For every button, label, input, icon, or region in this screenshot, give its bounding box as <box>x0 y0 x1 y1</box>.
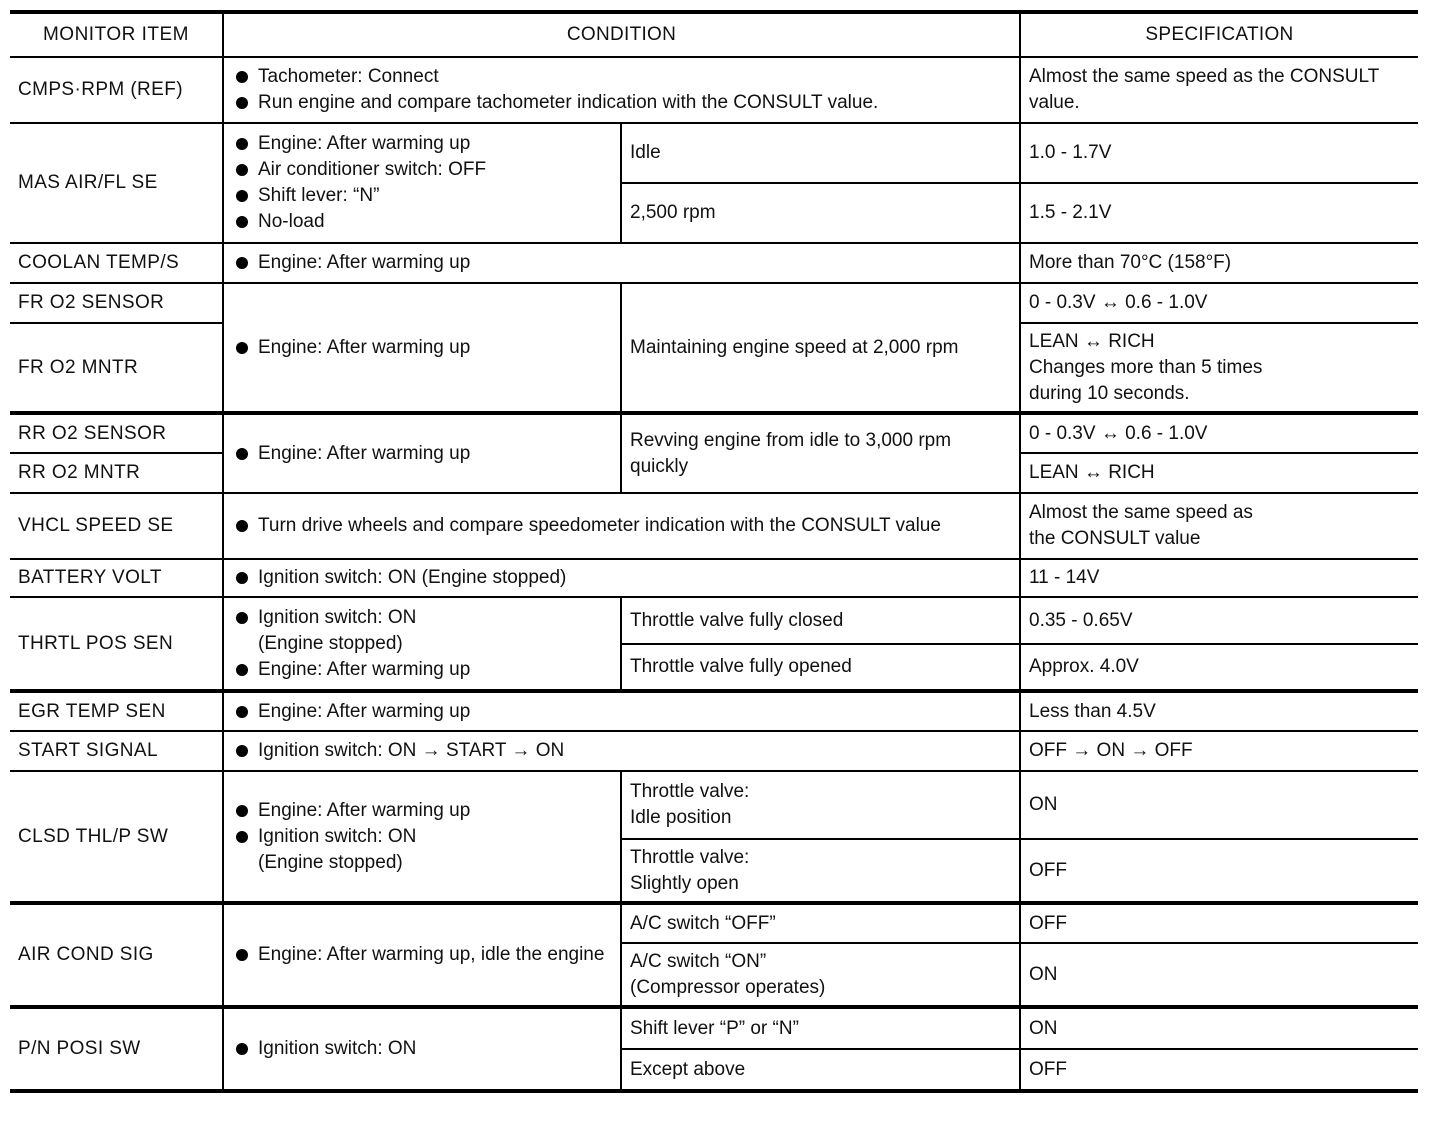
condition-cell <box>223 413 621 493</box>
monitor-item: CLSD THL/P SW <box>10 771 223 903</box>
condition-continuation: (Engine stopped) <box>258 632 403 654</box>
condition-cell <box>223 597 621 691</box>
table-row <box>10 123 1418 183</box>
condition-bullet: Ignition switch: ON <box>232 605 612 631</box>
sub-condition-cell: Maintaining engine speed at 2,000 rpm <box>621 283 1020 413</box>
condition-bullet: Ignition switch: ON <box>232 824 612 850</box>
sub-condition-cell: Shift lever “P” or “N” <box>621 1007 1020 1049</box>
condition-bullet: Tachometer: Connect <box>232 64 1011 90</box>
spec-line: the CONSULT value <box>1029 528 1201 549</box>
spec-cell: 0.35 - 0.65V <box>1020 597 1418 644</box>
sub-condition-cell: Idle <box>621 123 1020 183</box>
table-row <box>10 597 1418 644</box>
table-row <box>10 413 1418 453</box>
table-row <box>10 771 1418 839</box>
monitor-item: THRTL POS SEN <box>10 597 223 691</box>
spec-cell: More than 70°C (158°F) <box>1020 243 1418 283</box>
header-specification: SPECIFICATION <box>1020 12 1418 57</box>
spec-cell: ON <box>1020 771 1418 839</box>
spec-cell: 0 - 0.3V ↔ 0.6 - 1.0V <box>1020 283 1418 323</box>
spec-cell <box>1020 493 1418 559</box>
spec-cell: 0 - 0.3V ↔ 0.6 - 1.0V <box>1020 413 1418 453</box>
sub-condition-line: A/C switch “ON” <box>630 950 767 972</box>
spec-line: LEAN ↔ RICH <box>1029 330 1155 352</box>
spec-cell: OFF <box>1020 903 1418 943</box>
table-row <box>10 283 1418 323</box>
header-monitor-item: MONITOR ITEM <box>10 12 223 57</box>
monitor-item: P/N POSI SW <box>10 1007 223 1091</box>
spec-cell: ON <box>1020 943 1418 1007</box>
spec-cell: Approx. 4.0V <box>1020 644 1418 691</box>
condition-bullet: Run engine and compare tachometer indication with the CONSULT value. <box>232 90 1011 116</box>
condition-bullet: Air conditioner switch: OFF <box>232 157 612 183</box>
condition-bullet: Engine: After warming up <box>232 131 612 157</box>
sub-condition-line: (Compressor operates) <box>630 976 826 998</box>
spec-cell: 11 - 14V <box>1020 559 1418 597</box>
condition-bullet: Engine: After warming up, idle the engine <box>232 942 612 968</box>
table-row <box>10 691 1418 731</box>
condition-cell <box>223 691 1020 731</box>
monitor-item: CMPS·RPM (REF) <box>10 57 223 123</box>
monitor-item: FR O2 MNTR <box>10 323 223 413</box>
monitor-item: RR O2 MNTR <box>10 453 223 493</box>
condition-cell <box>223 771 621 903</box>
table-row <box>10 57 1418 123</box>
spec-sheet <box>10 10 1418 1093</box>
spec-line: during 10 seconds. <box>1029 382 1190 404</box>
sub-condition-line: Slightly open <box>630 872 739 894</box>
table-row <box>10 1007 1418 1049</box>
sub-condition-line: Idle position <box>630 807 732 828</box>
condition-bullet: Engine: After warming up <box>232 657 612 683</box>
spec-cell: Less than 4.5V <box>1020 691 1418 731</box>
condition-bullet: Shift lever: “N” <box>232 183 612 209</box>
sub-condition-cell: Revving engine from idle to 3,000 rpm quickly <box>621 413 1020 493</box>
condition-bullet: Ignition switch: ON (Engine stopped) <box>232 565 1011 591</box>
spec-cell: 1.0 - 1.7V <box>1020 123 1418 183</box>
table-row <box>10 903 1418 943</box>
condition-bullet: Engine: After warming up <box>232 699 1011 725</box>
condition-bullet: Engine: After warming up <box>232 335 612 361</box>
sub-condition-cell: 2,500 rpm <box>621 183 1020 243</box>
monitor-item: START SIGNAL <box>10 731 223 771</box>
condition-bullet: Ignition switch: ON <box>232 1036 612 1062</box>
condition-bullet: Turn drive wheels and compare speedometer indication with the CONSULT value <box>232 513 1011 539</box>
monitor-item: BATTERY VOLT <box>10 559 223 597</box>
monitor-spec-table <box>10 10 1418 1093</box>
spec-cell: LEAN ↔ RICH <box>1020 453 1418 493</box>
monitor-item: MAS AIR/FL SE <box>10 123 223 243</box>
spec-cell: OFF <box>1020 1049 1418 1091</box>
spec-cell: OFF <box>1020 839 1418 903</box>
spec-line: Changes more than 5 times <box>1029 356 1263 378</box>
monitor-item: VHCL SPEED SE <box>10 493 223 559</box>
table-row <box>10 731 1418 771</box>
condition-bullet: Engine: After warming up <box>232 250 1011 276</box>
condition-cell <box>223 559 1020 597</box>
header-condition: CONDITION <box>223 12 1020 57</box>
spec-cell <box>1020 323 1418 413</box>
sub-condition-line: Throttle valve: <box>630 846 750 868</box>
condition-cell <box>223 243 1020 283</box>
sub-condition-cell: Throttle valve fully opened <box>621 644 1020 691</box>
condition-bullet: Ignition switch: ON → START → ON <box>232 738 1011 764</box>
condition-bullet: Engine: After warming up <box>232 798 612 824</box>
table-header-row <box>10 12 1418 57</box>
sub-condition-line: Throttle valve: <box>630 781 750 802</box>
sub-condition-cell: Except above <box>621 1049 1020 1091</box>
spec-cell: OFF → ON → OFF <box>1020 731 1418 771</box>
condition-cell <box>223 283 621 413</box>
condition-continuation: (Engine stopped) <box>258 851 403 873</box>
sub-condition-cell <box>621 903 1020 943</box>
monitor-item: COOLAN TEMP/S <box>10 243 223 283</box>
condition-cell <box>223 903 621 1007</box>
spec-cell: 1.5 - 2.1V <box>1020 183 1418 243</box>
monitor-item: EGR TEMP SEN <box>10 691 223 731</box>
monitor-item: RR O2 SENSOR <box>10 413 223 453</box>
sub-condition-cell: Throttle valve fully closed <box>621 597 1020 644</box>
spec-cell: ON <box>1020 1007 1418 1049</box>
condition-bullet: No-load <box>232 209 612 235</box>
sub-condition-cell <box>621 771 1020 839</box>
sub-condition-cell <box>621 943 1020 1007</box>
monitor-item: FR O2 SENSOR <box>10 283 223 323</box>
condition-bullet: Engine: After warming up <box>232 441 612 467</box>
condition-cell <box>223 731 1020 771</box>
spec-cell: Almost the same speed as the CONSULT value. <box>1020 57 1418 123</box>
sub-condition-cell <box>621 839 1020 903</box>
table-row <box>10 559 1418 597</box>
monitor-item: AIR COND SIG <box>10 903 223 1007</box>
spec-line: Almost the same speed as <box>1029 502 1253 523</box>
table-row <box>10 493 1418 559</box>
table-row <box>10 243 1418 283</box>
sub-condition-line: A/C switch “OFF” <box>630 912 776 934</box>
condition-cell <box>223 1007 621 1091</box>
condition-cell <box>223 57 1020 123</box>
condition-cell <box>223 123 621 243</box>
condition-cell <box>223 493 1020 559</box>
